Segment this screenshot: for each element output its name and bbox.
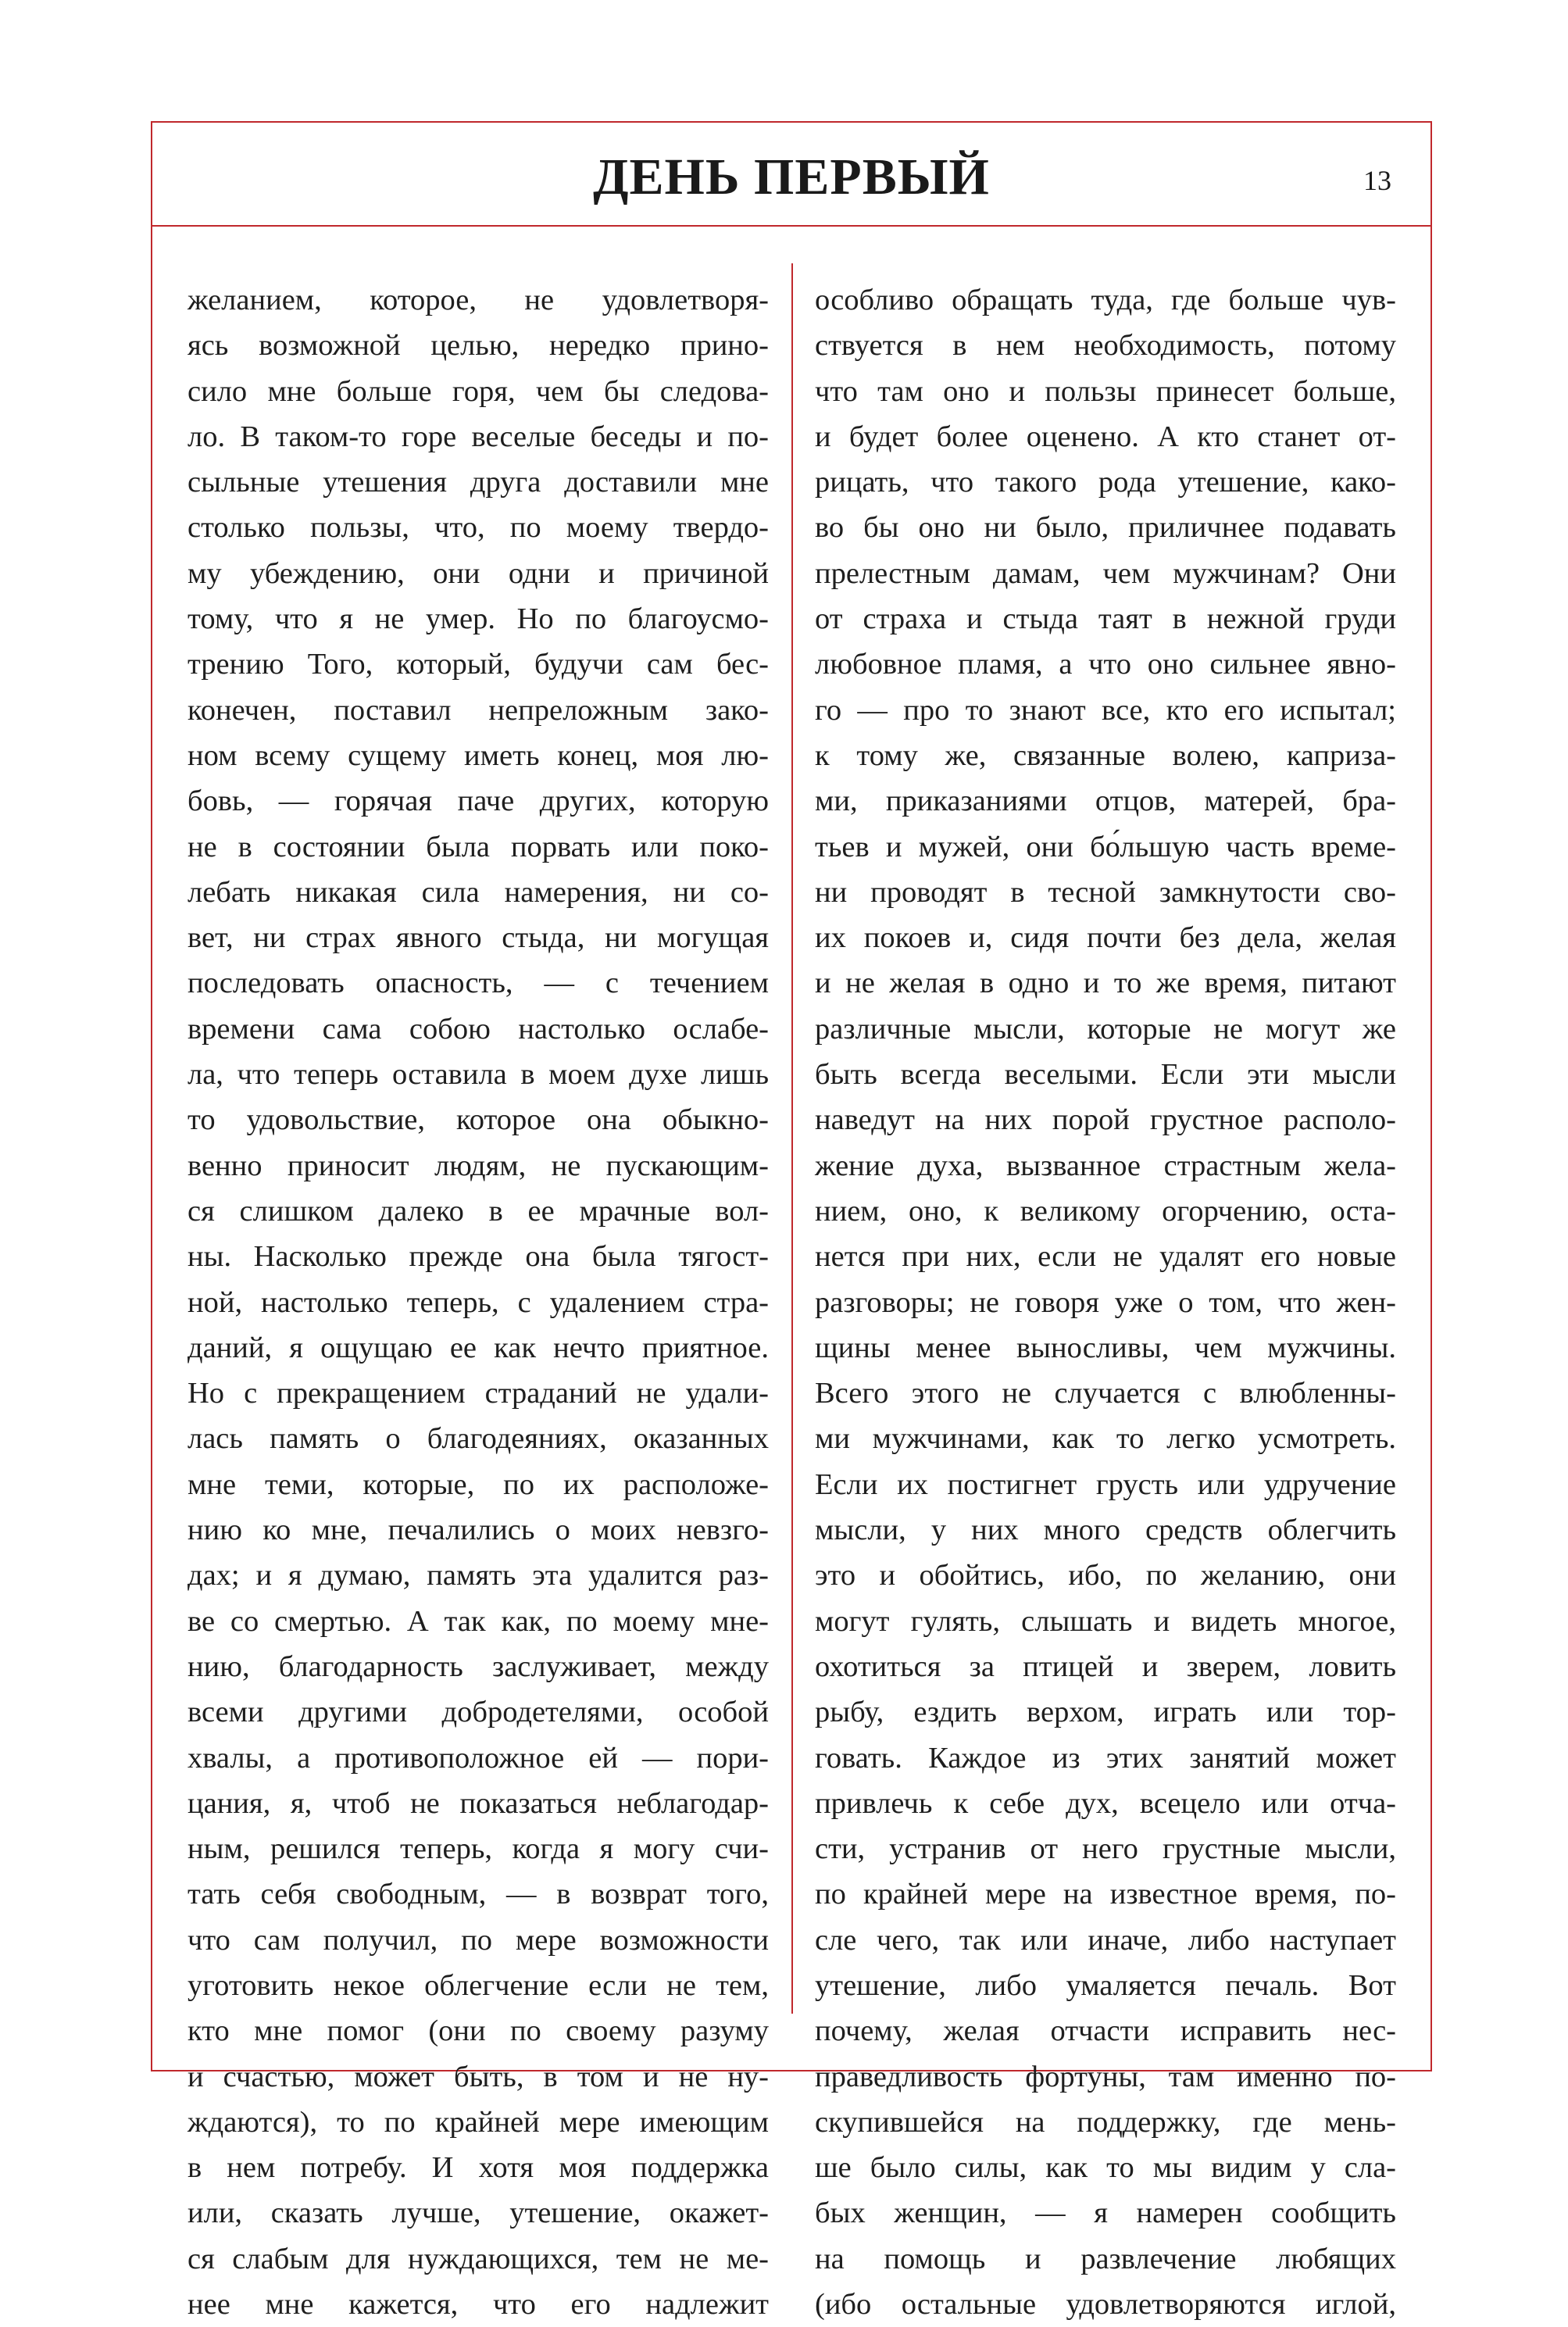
text-line: нием, оно, к великому огорчению, оста- (815, 1194, 1396, 1228)
text-line: Если их постигнет грусть или удручение (815, 1467, 1396, 1501)
text-line: почему, желая отчасти исправить нес- (815, 2014, 1396, 2048)
text-line: мне теми, которые, по их расположе- (188, 1467, 769, 1501)
text-line: нее мне кажется, что его надлежит (188, 2288, 769, 2322)
text-line: тьев и мужей, они бо́льшую часть време- (815, 830, 1396, 863)
text-line: нется при них, если не удалят его новые (815, 1240, 1396, 1274)
text-line: желанием, которое, не удовлетворя- (188, 284, 769, 316)
text-line: го — про то знают все, кто его испытал; (815, 693, 1396, 727)
page-number: 13 (1363, 165, 1391, 196)
page-frame (151, 121, 1432, 2322)
text-line: щины менее выносливы, чем мужчины. (815, 1331, 1396, 1364)
text-line: ми, приказаниями отцов, матерей, бра- (815, 785, 1396, 818)
text-line: наведут на них порой грустное располо- (815, 1103, 1396, 1137)
text-line: ве со смертью. А так как, по моему мне- (188, 1604, 769, 1638)
text-line: быть всегда веселыми. Если эти мысли (815, 1058, 1396, 1092)
text-line: рицать, что такого рода утешение, како- (815, 466, 1396, 499)
text-line: что сам получил, по мере возможности (188, 1923, 769, 1957)
text-line: конечен, поставил непреложным зако- (188, 693, 769, 727)
text-line: дах; и я думаю, память эта удалится раз- (188, 1559, 769, 1592)
text-column-left (188, 277, 769, 2327)
text-line: то удовольствие, которое она обыкно- (188, 1103, 769, 1137)
text-line: ни проводят в тесной замкнутости сво- (815, 875, 1396, 909)
text-line: ным, решился теперь, когда я могу счи- (188, 1832, 769, 1866)
text-line: даний, я ощущаю ее как нечто приятное. (188, 1331, 769, 1364)
text-line: ной, настолько теперь, с удалением стра- (188, 1285, 769, 1319)
text-line: бых женщин, — я намерен сообщить (815, 2197, 1396, 2230)
text-line: сле чего, так или иначе, либо наступает (815, 1923, 1396, 1957)
text-line: сти, устранив от него грустные мысли, (815, 1832, 1396, 1866)
text-line: что там оно и пользы принесет больше, (815, 374, 1396, 408)
text-line: утешение, либо умаляется печаль. Вот (815, 1968, 1396, 2002)
text-line: лась память о благодеяниях, оказанных (188, 1422, 769, 1456)
text-line: вет, ни страх явного стыда, ни могущая (188, 921, 769, 955)
text-line: Всего этого не случается с влюбленны- (815, 1377, 1396, 1410)
text-line: или, сказать лучше, утешение, окажет- (188, 2197, 769, 2230)
text-line: к тому же, связанные волею, каприза- (815, 738, 1396, 772)
text-line: ном всему сущему иметь конец, моя лю- (188, 738, 769, 772)
text-line: му убеждению, они одни и причиной (188, 556, 769, 590)
text-line: лебать никакая сила намерения, ни со- (188, 875, 769, 909)
text-line: сило мне больше горя, чем бы следова- (188, 374, 769, 408)
text-line: уготовить некое облегчение если не тем, (188, 1968, 769, 2002)
text-line: праведливость фортуны, там именно по- (815, 2060, 1396, 2093)
text-line: любовное пламя, а что оно сильнее явно- (815, 648, 1396, 681)
text-line: говать. Каждое из этих занятий может (815, 1741, 1396, 1775)
text-line: ло. В таком-то горе веселые беседы и по- (188, 420, 769, 453)
text-line: ясь возможной целью, нередко прино- (188, 329, 769, 363)
text-line: времени сама собою настолько ослабе- (188, 1012, 769, 1046)
text-line: особливо обращать туда, где больше чув- (815, 284, 1396, 316)
text-line: тому, что я не умер. Но по благоусмо- (188, 602, 769, 636)
text-line: это и обойтись, ибо, по желанию, они (815, 1559, 1396, 1592)
text-line: ся слабым для нуждающихся, тем не ме- (188, 2242, 769, 2275)
text-line: могут гулять, слышать и видеть многое, (815, 1604, 1396, 1638)
text-line: трению Того, который, будучи сам бес- (188, 648, 769, 681)
text-line: и не желая в одно и то же время, питают (815, 967, 1396, 1000)
text-line: скупившейся на поддержку, где мень- (815, 2105, 1396, 2139)
text-line: Но с прекращением страданий не удали- (188, 1377, 769, 1410)
text-line: не в состоянии была порвать или поко- (188, 830, 769, 863)
text-line: ла, что теперь оставила в моем духе лишь (188, 1058, 769, 1092)
chapter-title: ДЕНЬ ПЕРВЫЙ (593, 148, 990, 206)
text-line: во бы оно ни было, приличнее подавать (815, 511, 1396, 545)
text-line: их покоев и, сидя почти без дела, желая (815, 921, 1396, 955)
text-line: нию, благодарность заслуживает, между (188, 1650, 769, 1683)
text-line: на помощь и развлечение любящих (815, 2242, 1396, 2275)
text-line: и будет более оценено. А кто станет от- (815, 420, 1396, 453)
text-line: кто мне помог (они по своему разуму (188, 2014, 769, 2048)
text-line: тать себя свободным, — в возврат того, (188, 1878, 769, 1911)
text-line: венно приносит людям, не пускающим- (188, 1149, 769, 1182)
text-line: привлечь к себе дух, всецело или отча- (815, 1786, 1396, 1820)
column-divider (791, 263, 793, 2014)
text-line: ствуется в нем необходимость, потому (815, 329, 1396, 363)
text-line: от страха и стыда таят в нежной груди (815, 602, 1396, 636)
text-line: ждаются), то по крайней мере имеющим (188, 2105, 769, 2139)
text-line: по крайней мере на известное время, по- (815, 1878, 1396, 1911)
text-line: всеми другими добродетелями, особой (188, 1696, 769, 1729)
text-line: нию ко мне, печалились о моих невзго- (188, 1514, 769, 1547)
text-line: бовь, — горячая паче других, которую (188, 785, 769, 818)
text-line: ми мужчинами, как то легко усмотреть. (815, 1422, 1396, 1456)
text-line: ны. Насколько прежде она была тягост- (188, 1240, 769, 1274)
text-line: жение духа, вызванное страстным жела- (815, 1149, 1396, 1182)
text-line: прелестным дамам, чем мужчинам? Они (815, 556, 1396, 590)
text-line: различные мысли, которые не могут же (815, 1012, 1396, 1046)
text-line: последовать опасность, — с течением (188, 967, 769, 1000)
text-line: ше было силы, как то мы видим у сла- (815, 2151, 1396, 2185)
text-line: мысли, у них много средств облегчить (815, 1514, 1396, 1547)
text-line: и счастью, может быть, в том и не ну- (188, 2060, 769, 2093)
text-line: разговоры; не говоря уже о том, что жен- (815, 1285, 1396, 1319)
text-line: хвалы, а противоположное ей — пори- (188, 1741, 769, 1775)
running-header (152, 123, 1430, 227)
text-line: цания, я, чтоб не показаться неблагодар- (188, 1786, 769, 1820)
text-column-right (815, 277, 1396, 2327)
text-line: охотиться за птицей и зверем, ловить (815, 1650, 1396, 1683)
text-line: рыбу, ездить верхом, играть или тор- (815, 1696, 1396, 1729)
text-line: в нем потребу. И хотя моя поддержка (188, 2151, 769, 2185)
text-line: сыльные утешения друга доставили мне (188, 466, 769, 499)
text-line: (ибо остальные удовлетворяются иглой, (815, 2288, 1396, 2322)
text-line: столько пользы, что, по моему твердо- (188, 511, 769, 545)
text-line: ся слишком далеко в ее мрачные вол- (188, 1194, 769, 1228)
